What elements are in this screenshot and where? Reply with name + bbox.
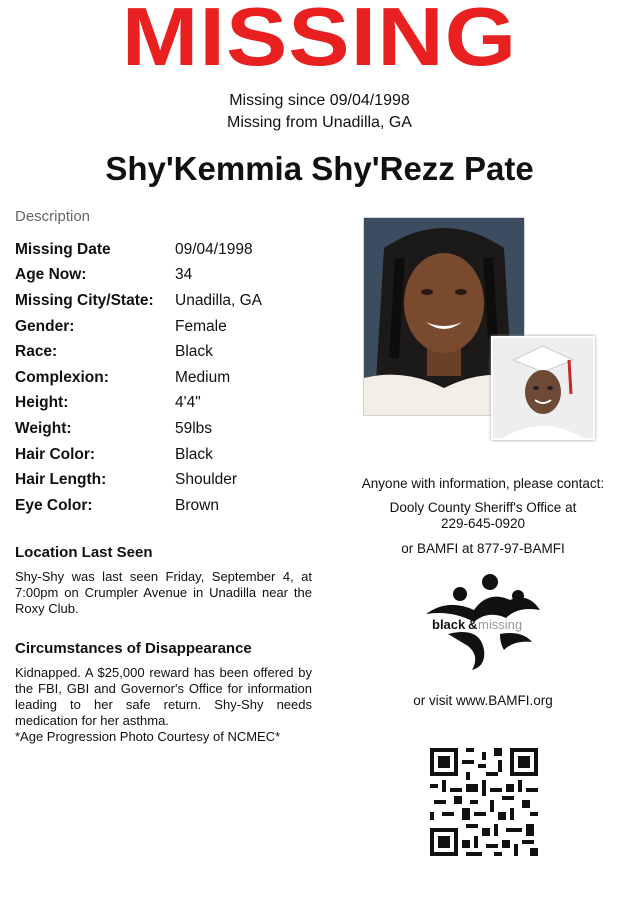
description-table (15, 237, 335, 519)
circumstances-paragraph: Kidnapped. A $25,000 reward has been offered by the FBI, GBI and Governor's Office for information leading to her safe return. Shy-Shy needs medication for her asthma. (15, 665, 312, 728)
fact-value: Brown (175, 496, 219, 514)
contact-intro: Anyone with information, please contact: (361, 476, 605, 491)
fact-row (15, 365, 335, 391)
fact-value: Female (175, 317, 227, 335)
childhood-photo (491, 336, 595, 440)
description-title: Description (15, 208, 91, 225)
fact-label: Missing Date (15, 240, 111, 258)
fact-label: Age Now: (15, 266, 87, 284)
fact-value: 59lbs (175, 419, 213, 437)
fact-label: Height: (15, 394, 69, 412)
fact-label: Hair Color: (15, 445, 96, 463)
fact-row (15, 467, 335, 493)
fact-row (15, 416, 335, 442)
contact-visit: or visit www.BAMFI.org (413, 693, 553, 708)
fact-label: Hair Length: (15, 471, 107, 489)
contact-bamfi: or BAMFI at 877-97-BAMFI (401, 541, 565, 556)
fact-row (15, 493, 335, 519)
fact-value: 4'4" (175, 394, 201, 412)
fact-value: Unadilla, GA (175, 291, 263, 309)
fact-row (15, 288, 335, 314)
fact-value: Medium (175, 368, 231, 386)
fact-value: Black (175, 343, 213, 361)
fact-row (15, 314, 335, 340)
circumstances-text (15, 665, 312, 745)
fact-value: Black (175, 445, 213, 463)
fact-row (15, 339, 335, 365)
fact-row (15, 237, 335, 263)
logo-black-text: black (432, 617, 466, 632)
fact-row (15, 263, 335, 289)
missing-from: Missing from Unadilla, GA (227, 114, 412, 131)
black-and-missing-logo (418, 570, 548, 670)
fact-row (15, 442, 335, 468)
photo-credit-note: *Age Progression Photo Courtesy of NCMEC* (15, 729, 281, 744)
fact-label: Missing City/State: (15, 291, 154, 309)
person-name: Shy'Kemmia Shy'Rezz Pate (105, 150, 534, 187)
logo-missing-text: missing (478, 617, 523, 632)
contact-agency: Dooly County Sheriff's Office at (389, 500, 577, 515)
fact-row (15, 391, 335, 417)
logo-amp-text: & (468, 617, 478, 632)
location-text (15, 569, 312, 617)
fact-label: Eye Color: (15, 496, 93, 514)
fact-label: Complexion: (15, 368, 109, 386)
qr-code[interactable] (430, 748, 538, 856)
fact-label: Race: (15, 343, 58, 361)
circumstances-heading: Circumstances of Disappearance (15, 640, 252, 657)
missing-since: Missing since 09/04/1998 (229, 92, 410, 109)
location-heading: Location Last Seen (15, 544, 153, 561)
location-paragraph: Shy-Shy was last seen Friday, September 4, at 7:00pm on Crumpler Avenue in Unadilla near the Roxy Club. (15, 569, 312, 616)
fact-value: 34 (175, 266, 193, 284)
fact-label: Weight: (15, 419, 72, 437)
fact-value: 09/04/1998 (175, 240, 253, 258)
contact-agency-phone: 229-645-0920 (440, 516, 526, 531)
fact-value: Shoulder (175, 471, 238, 489)
fact-label: Gender: (15, 317, 75, 335)
missing-headline: MISSING (121, 0, 518, 84)
